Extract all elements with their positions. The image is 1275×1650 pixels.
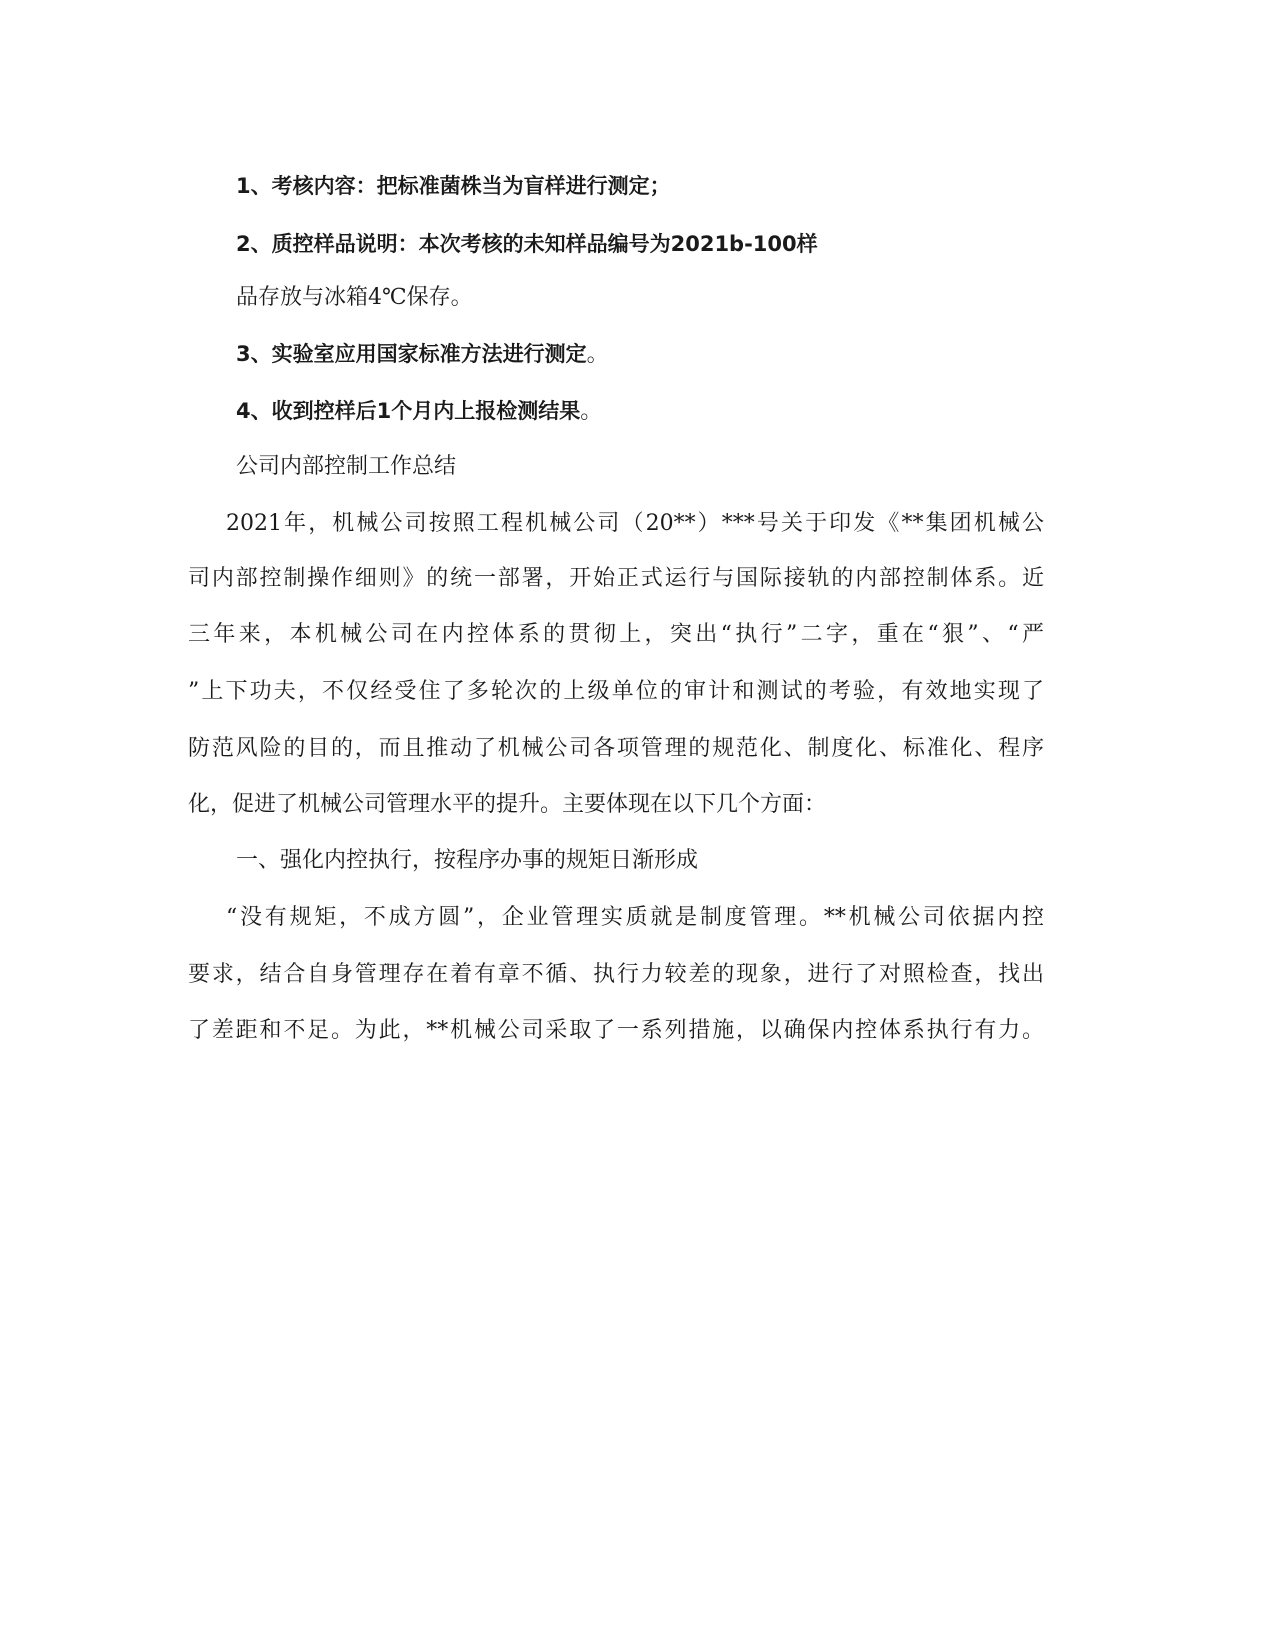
paragraph-2-line-3: 了差距和不足。为此，**机械公司采取了一系列措施，以确保内控体系执行有力。 [188,1018,1044,1043]
paragraph-1-line-1-text: 2021年，机械公司按照工程机械公司（20**）***号关于印发《**集团机械公 [226,511,1044,536]
paragraph-1-line-2: 司内部控制操作细则》的统一部署，开始正式运行与国际接轨的内部控制体系。近 [188,566,1044,591]
item-3-period: 。 [586,342,609,367]
item-2-continuation: 品存放与冰箱4℃保存。 [236,285,473,310]
summary-heading: 公司内部控制工作总结 [236,454,457,479]
item-3 [236,339,609,370]
paragraph-2-line-2: 要求，结合自身管理存在着有章不循、执行力较差的现象，进行了对照检查，找出 [188,962,1044,987]
item-4 [236,396,602,427]
item-4-text: 4、收到控样后1个月内上报检测结果 [236,399,581,423]
item-3-text: 3、实验室应用国家标准方法进行测定 [236,342,587,366]
paragraph-1-line-5: 防范风险的目的，而且推动了机械公司各项管理的规范化、制度化、标准化、程序 [188,736,1044,761]
item-1: 1、考核内容：把标准菌株当为盲样进行测定； [236,174,671,198]
section-1-heading: 一、强化内控执行，按程序办事的规矩日渐形成 [236,848,699,873]
paragraph-1-line-3: 三年来，本机械公司在内控体系的贯彻上，突出“执行”二字，重在“狠”、“严 [188,622,1044,647]
paragraph-1-line-6: 化，促进了机械公司管理水平的提升。主要体现在以下几个方面： [188,792,827,817]
paragraph-2-line-1: “没有规矩，不成方圆”，企业管理实质就是制度管理。**机械公司依据内控 [226,905,1044,930]
paragraph-1-line-1 [226,509,1044,539]
item-4-period: 。 [580,399,603,424]
item-2: 2、质控样品说明：本次考核的未知样品编号为2021b-100样 [236,232,818,256]
paragraph-1-line-4: ”上下功夫，不仅经受住了多轮次的上级单位的审计和测试的考验，有效地实现了 [188,679,1044,704]
